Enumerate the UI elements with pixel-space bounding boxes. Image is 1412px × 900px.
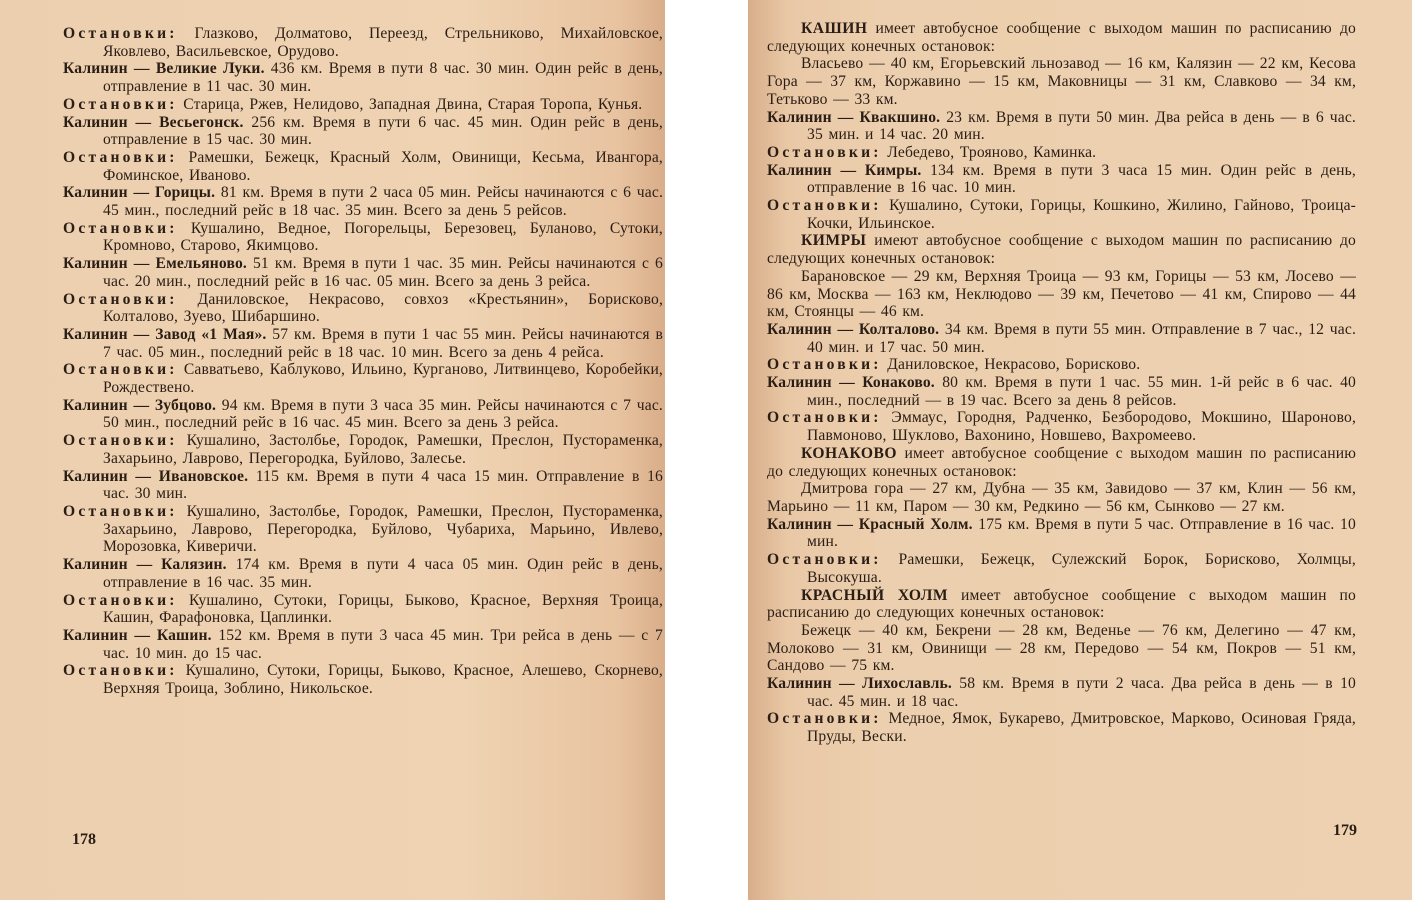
stops-entry	[63, 291, 663, 326]
town-name: КРАСНЫЙ ХОЛМ	[801, 586, 949, 604]
stops-list: Кушалино, Застолбье, Городок, Рамешки, Преслон, Пустораменка, Захарьино, Лаврово, Перегородка, Буйлово, Залесье.	[103, 432, 663, 467]
route-entry	[63, 255, 663, 290]
stops-label: Остановки:	[767, 710, 882, 728]
route-origin: Калинин —	[767, 374, 855, 392]
stops-label: Остановки:	[63, 591, 178, 609]
stops-entry	[63, 503, 663, 556]
route-origin: Калинин —	[63, 396, 150, 414]
route-destination: Красный Холм.	[858, 515, 973, 533]
stops-label: Остановки:	[63, 662, 178, 680]
stops-entry	[63, 592, 663, 627]
stops-label: Остановки:	[767, 551, 882, 569]
town-name: КАШИН	[801, 20, 868, 37]
stops-entry	[63, 25, 663, 60]
destinations-list	[767, 55, 1356, 108]
route-origin: Калинин —	[767, 320, 854, 338]
stops-entry	[767, 551, 1356, 586]
route-entry	[63, 397, 663, 432]
route-destination: Емельяново.	[155, 255, 247, 273]
destinations-text: Барановское — 29 км, Верхняя Троица — 93 км, Горицы — 53 км, Лосево — 86 км, Москва — 163 км, Неклюдово — 39 км, Печетово — 41 км, Спирово — 44 км, Стоянцы — 46 км.	[767, 267, 1356, 321]
stops-list: Рамешки, Бежецк, Красный Холм, Овинищи, Кесьма, Ивангора, Фоминское, Иваново.	[103, 148, 663, 184]
destinations-text: Дмитрова гора — 27 км, Дубна — 35 км, Завидово — 37 км, Клин — 56 км, Марьино — 11 км, Паром — 30 км, Редкино — 56 км, Сынково — 27 км.	[767, 480, 1356, 515]
route-origin: Калинин —	[63, 255, 150, 273]
stops-entry	[767, 197, 1356, 232]
route-entry	[63, 114, 663, 149]
stops-entry	[767, 356, 1356, 374]
stops-entry	[63, 149, 663, 184]
route-details: 58 км. Время в пути 2 часа. Два рейса в день — в 10 час. 45 мин. и 18 час.	[807, 675, 1356, 710]
right-page	[748, 0, 1412, 900]
route-destination: Кашин.	[156, 626, 212, 644]
stops-label: Остановки:	[63, 219, 178, 237]
stops-list: Кушалино, Застолбье, Городок, Рамешки, Преслон, Пустораменка, Захарьино, Лаврово, Перегородка, Буйлово, Чубариха, Марьино, Ивлево, Морозовка, Киверичи.	[103, 502, 663, 556]
stops-entry	[767, 409, 1356, 444]
right-page-text	[767, 20, 1356, 746]
town-description: имеет автобусное сообщение с выходом машин по расписанию до следующих конечных остановок:	[767, 20, 1356, 55]
stops-list: Рамешки, Бежецк, Сулежский Борок, Борисково, Холмцы, Высокуша.	[807, 551, 1356, 586]
route-entry	[767, 109, 1356, 144]
stops-entry	[767, 144, 1356, 162]
stops-list: Кушалино, Сутоки, Горицы, Кошкино, Жилино, Гайново, Троица-Кочки, Ильинское.	[807, 197, 1356, 232]
stops-entry	[63, 662, 663, 697]
route-destination: Колталово.	[858, 320, 940, 338]
town-heading-entry	[767, 445, 1356, 480]
stops-entry	[63, 361, 663, 396]
stops-list: Кушалино, Ведное, Погорельцы, Березовец, Буланово, Сутоки, Кромново, Старово, Якимцово.	[103, 219, 663, 255]
route-details: 81 км. Время в пути 2 часа 05 мин. Рейсы начинаются с 6 час. 45 мин., последний рейс в 18 час. 35 мин. Всего за день 5 рейсов.	[103, 184, 663, 220]
stops-label: Остановки:	[63, 432, 178, 450]
route-destination: Лихославль.	[862, 675, 952, 693]
destinations-text: Бежецк — 40 км, Бекрени — 28 км, Веденье — 76 км, Делегино — 47 км, Молоково — 31 км, Овинищи — 28 км, Передово — 54 км, Покров — 51 км, Сандово — 75 км.	[767, 621, 1356, 675]
route-details: 115 км. Время в пути 4 часа 15 мин. Отправление в 16 час. 30 мин.	[103, 467, 663, 503]
stops-list: Кушалино, Сутоки, Горицы, Быково, Красное, Верхняя Троица, Кашин, Фарафоновка, Цаплинки.	[103, 591, 663, 627]
route-details: 134 км. Время в пути 3 часа 15 мин. Один рейс в день, отправление в 16 час. 10 мин.	[807, 161, 1356, 197]
route-destination: Великие Луки.	[155, 60, 265, 78]
stops-list: Даниловское, Некрасово, совхоз «Крестьянин», Борисково, Колталово, Зуево, Шибаршино.	[103, 290, 663, 326]
route-entry	[63, 468, 663, 503]
page-number: 178	[72, 831, 96, 848]
route-entry	[767, 374, 1356, 409]
town-heading-entry	[767, 232, 1356, 267]
route-details: 57 км. Время в пути 1 час 55 мин. Рейсы начинаются в 7 час. 05 мин., последний рейс в 18 час. 10 мин. Всего за день 4 рейса.	[103, 325, 663, 361]
route-entry	[767, 516, 1356, 551]
route-destination: Квакшино.	[859, 108, 941, 126]
route-origin: Калинин —	[767, 515, 854, 533]
route-origin: Калинин —	[767, 675, 855, 693]
stops-list: Лебедево, Трояново, Каминка.	[887, 143, 1097, 161]
route-origin: Калинин —	[63, 556, 153, 574]
stops-list: Глазково, Долматово, Переезд, Стрельниково, Михайловское, Яковлево, Васильевское, Орудово.	[103, 25, 663, 60]
route-details: 23 км. Время в пути 50 мин. Два рейса в день — в 6 час. 35 мин. и 14 час. 20 мин.	[807, 108, 1356, 144]
route-origin: Калинин —	[63, 113, 152, 131]
stops-label: Остановки:	[63, 25, 178, 42]
town-description: имеет автобусное сообщение с выходом машин по расписанию до следующих конечных остановок:	[767, 586, 1356, 622]
route-details: 174 км. Время в пути 4 часа 05 мин. Один рейс в день, отправление в 16 час. 35 мин.	[103, 556, 663, 591]
stops-label: Остановки:	[63, 148, 178, 166]
route-origin: Калинин —	[63, 325, 150, 343]
route-destination: Ивановское.	[158, 467, 249, 485]
route-details: 436 км. Время в пути 8 час. 30 мин. Один рейс в день, отправление в 11 час. 30 мин.	[103, 60, 663, 96]
route-origin: Калинин —	[767, 108, 854, 126]
stops-list: Кушалино, Сутоки, Горицы, Быково, Красное, Алешево, Скорнево, Верхняя Троица, Зоблино, Никольское.	[103, 662, 663, 698]
left-page-text	[63, 25, 663, 698]
route-origin: Калинин —	[63, 184, 150, 202]
route-origin: Калинин —	[767, 161, 857, 179]
route-destination: Завод «1 Мая».	[155, 325, 267, 343]
stops-label: Остановки:	[63, 95, 178, 113]
stops-list: Савватьево, Каблуково, Ильино, Курганово, Литвинцево, Коробейки, Рождествено.	[103, 361, 663, 397]
route-destination: Калязин.	[161, 556, 227, 574]
town-description: имеют автобусное сообщение с выходом машин по расписанию до следующих конечных остановок:	[767, 232, 1356, 268]
left-page	[0, 0, 665, 900]
route-entry	[63, 184, 663, 219]
route-details: 94 км. Время в пути 3 часа 35 мин. Рейсы начинаются с 7 час. 50 мин., последний рейс в 16 час. 45 мин. Всего за день 3 рейса.	[103, 396, 663, 432]
stops-list: Старица, Ржев, Нелидово, Западная Двина, Старая Торопа, Кунья.	[183, 95, 643, 113]
town-heading-entry	[767, 20, 1356, 55]
stops-label: Остановки:	[63, 290, 178, 308]
stops-list: Даниловское, Некрасово, Борисково.	[887, 356, 1141, 374]
destinations-list	[767, 622, 1356, 675]
route-destination: Конаково.	[862, 374, 935, 392]
stops-label: Остановки:	[767, 197, 882, 215]
page-number: 179	[1333, 822, 1357, 839]
destinations-list	[767, 480, 1356, 515]
stops-label: Остановки:	[767, 409, 882, 427]
route-entry	[63, 60, 663, 95]
stops-entry	[63, 432, 663, 467]
stops-list: Эммаус, Городня, Радченко, Безбородово, Мокшино, Шароново, Павмоново, Шуклово, Вахонино, Новшево, Вахромеево.	[807, 409, 1356, 445]
stops-entry	[63, 96, 663, 114]
town-name: КОНАКОВО	[801, 444, 898, 462]
route-entry	[767, 162, 1356, 197]
stops-entry	[767, 710, 1356, 745]
route-origin: Калинин —	[63, 626, 151, 644]
route-entry	[63, 627, 663, 662]
route-entry	[63, 326, 663, 361]
route-destination: Кимры.	[864, 161, 922, 179]
route-entry	[63, 556, 663, 591]
route-entry	[767, 675, 1356, 710]
destinations-text: Власьево — 40 км, Егорьевский льнозавод — 16 км, Калязин — 22 км, Кесова Гора — 37 км, Коржавино — 15 км, Маковницы — 31 км, Славково — 34 км, Тетьково — 33 км.	[767, 55, 1356, 108]
route-entry	[767, 321, 1356, 356]
route-details: 34 км. Время в пути 55 мин. Отправление в 7 час., 12 час. 40 мин. и 17 час. 50 мин.	[807, 320, 1356, 356]
route-details: 256 км. Время в пути 6 час. 45 мин. Один рейс в день, отправление в 15 час. 30 мин.	[103, 113, 663, 149]
route-origin: Калинин —	[63, 60, 150, 78]
route-destination: Горицы.	[155, 184, 216, 202]
stops-list: Медное, Ямок, Букарево, Дмитровское, Марково, Осиновая Гряда, Пруды, Вески.	[807, 710, 1356, 746]
route-details: 80 км. Время в пути 1 час. 55 мин. 1-й рейс в 6 час. 40 мин., последний — в 19 час. Всего за день 8 рейсов.	[807, 374, 1356, 409]
route-details: 175 км. Время в пути 5 час. Отправление в 16 час. 10 мин.	[807, 515, 1356, 551]
stops-label: Остановки:	[63, 361, 178, 379]
stops-label: Остановки:	[63, 502, 178, 520]
town-name: КИМРЫ	[801, 232, 867, 250]
town-heading-entry	[767, 587, 1356, 622]
stops-entry	[63, 220, 663, 255]
destinations-list	[767, 268, 1356, 321]
stops-label: Остановки:	[767, 143, 882, 161]
route-origin: Калинин —	[63, 467, 152, 485]
route-destination: Зубцово.	[154, 396, 217, 414]
town-description: имеет автобусное сообщение с выходом машин по расписанию до следующих конечных остановок:	[767, 444, 1356, 480]
route-details: 51 км. Время в пути 1 час. 35 мин. Рейсы начинаются с 6 час. 20 мин., последний рейс в 16 час. 05 мин. Всего за день 3 рейса.	[103, 255, 663, 290]
route-destination: Весьегонск.	[159, 113, 244, 131]
stops-label: Остановки:	[767, 356, 882, 374]
route-details: 152 км. Время в пути 3 часа 45 мин. Три рейса в день — с 7 час. 10 мин. до 15 час.	[103, 626, 663, 662]
